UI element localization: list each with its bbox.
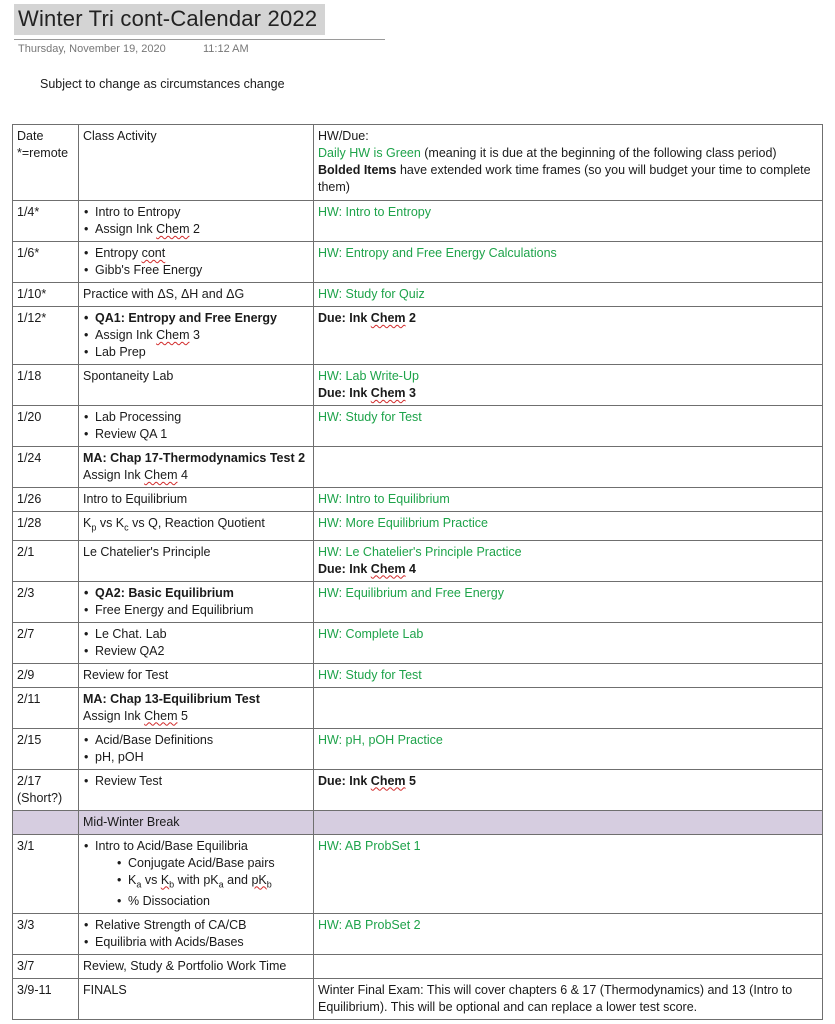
row-activity: FINALS: [79, 979, 314, 1020]
table-row: [13, 242, 823, 283]
activity-item: • Review Test: [95, 773, 309, 790]
row-hw: HW: More Equilibrium Practice: [314, 512, 823, 541]
break-label: Mid-Winter Break: [79, 810, 314, 834]
row-date-note: (Short?): [17, 790, 63, 805]
bolded-items-rest: have extended work time frames (so you will budget your time to complete them): [318, 163, 811, 194]
table-row: [13, 622, 823, 663]
table-row: [13, 955, 823, 979]
row-hw: Winter Final Exam: This will cover chapters 6 & 17 (Thermodynamics) and 13 (Intro to Equilibrium). This will be optional and can replace a lower test score.: [314, 979, 823, 1020]
row-date: 1/6*: [13, 242, 79, 283]
row-hw: HW: AB ProbSet 1: [314, 834, 823, 914]
header-hw-cell: [314, 125, 823, 201]
activity-item: Assign Ink Chem 5: [83, 708, 188, 723]
row-activity: Review, Study & Portfolio Work Time: [79, 955, 314, 979]
row-date: 1/4*: [13, 201, 79, 242]
row-hw-empty: [314, 687, 823, 728]
hw-item: HW: Le Chatelier's Principle Practice: [318, 544, 522, 559]
hw-item: HW: Lab Write-Up: [318, 369, 419, 383]
row-date: 2/15: [13, 728, 79, 769]
row-activity: [79, 406, 314, 447]
row-hw: HW: Intro to Equilibrium: [314, 488, 823, 512]
header-daily-note: [318, 145, 818, 162]
header-date: Date: [17, 129, 44, 143]
row-activity: Intro to Equilibrium: [79, 488, 314, 512]
table-row: [13, 406, 823, 447]
activity-item: • Lab Processing: [95, 409, 309, 426]
row-date: 3/9-11: [13, 979, 79, 1020]
table-row: [13, 540, 823, 581]
daily-hw-green: Daily HW is Green: [318, 146, 421, 160]
table-row: [13, 512, 823, 541]
row-date: 1/18: [13, 365, 79, 406]
row-date: 2/9: [13, 663, 79, 687]
page-title-wrap: [14, 4, 325, 35]
due-item: Due: Ink Chem 3: [318, 386, 416, 400]
table-row: [13, 447, 823, 488]
row-date: 1/20: [13, 406, 79, 447]
row-date-cell: [13, 769, 79, 810]
table-row: [13, 663, 823, 687]
page-title[interactable]: Winter Tri cont-Calendar 2022: [14, 4, 325, 35]
table-row: [13, 687, 823, 728]
row-activity: Le Chatelier's Principle: [79, 540, 314, 581]
row-activity: Practice with ΔS, ΔH and ΔG: [79, 283, 314, 307]
header-hw-label: HW/Due:: [318, 129, 369, 143]
row-activity: [79, 447, 314, 488]
activity-item: • Assign Ink Chem 2: [95, 221, 309, 238]
table-row: [13, 307, 823, 365]
header-date-note: *=remote: [17, 146, 69, 160]
table-row: [13, 283, 823, 307]
calendar-table: [12, 124, 823, 1020]
row-date: 1/24: [13, 447, 79, 488]
row-date: 2/1: [13, 540, 79, 581]
subtitle-note: Subject to change as circumstances change: [40, 77, 285, 91]
row-date: 2/3: [13, 581, 79, 622]
row-hw: HW: Intro to Entropy: [314, 201, 823, 242]
activity-item: • Intro to Acid/Base Equilibria: [95, 838, 309, 855]
row-activity: Review for Test: [79, 663, 314, 687]
row-hw: [314, 365, 823, 406]
row-date: 1/26: [13, 488, 79, 512]
row-date: 2/11: [13, 687, 79, 728]
row-hw: HW: Study for Quiz: [314, 283, 823, 307]
row-hw: Due: Ink Chem 5: [314, 769, 823, 810]
bolded-items: Bolded Items: [318, 163, 397, 177]
table-header-row: [13, 125, 823, 201]
row-activity: [79, 622, 314, 663]
break-row: [13, 810, 823, 834]
row-activity: $K_p$ vs $K_c$ vs Q, Reaction Quotient: [79, 512, 314, 541]
table-row: [13, 488, 823, 512]
row-hw: Due: Ink Chem 2: [314, 307, 823, 365]
activity-subitem: • $K_a$ vs $K_b$ with $pK_a$ and $pK_b$: [128, 872, 309, 894]
table-row: [13, 581, 823, 622]
row-activity: Spontaneity Lab: [79, 365, 314, 406]
activity-item: • Free Energy and Equilibrium: [95, 602, 309, 619]
row-hw-empty: [314, 955, 823, 979]
break-date-empty: [13, 810, 79, 834]
title-divider: [14, 39, 385, 40]
row-hw: HW: Study for Test: [314, 406, 823, 447]
table-row: [13, 201, 823, 242]
row-hw: HW: Equilibrium and Free Energy: [314, 581, 823, 622]
activity-item: • Acid/Base Definitions: [95, 732, 309, 749]
row-activity: [79, 914, 314, 955]
activity-item: • Intro to Entropy: [95, 204, 309, 221]
row-date: 1/12*: [13, 307, 79, 365]
row-hw: [314, 540, 823, 581]
header-activity: Class Activity: [79, 125, 314, 201]
activity-item: • Le Chat. Lab: [95, 626, 309, 643]
activity-item: • Equilibria with Acids/Bases: [95, 934, 309, 951]
activity-item: • QA2: Basic Equilibrium: [95, 585, 309, 602]
table-row: [13, 914, 823, 955]
row-date: 3/3: [13, 914, 79, 955]
row-activity: [79, 307, 314, 365]
row-hw: HW: Complete Lab: [314, 622, 823, 663]
activity-item: • Relative Strength of CA/CB: [95, 917, 309, 934]
row-date: 3/7: [13, 955, 79, 979]
activity-item: • Entropy cont: [95, 245, 309, 262]
row-activity: [79, 242, 314, 283]
row-date: 1/10*: [13, 283, 79, 307]
row-activity: [79, 687, 314, 728]
row-hw: HW: Study for Test: [314, 663, 823, 687]
activity-item: MA: Chap 13-Equilibrium Test: [83, 691, 260, 706]
break-hw-empty: [314, 810, 823, 834]
activity-item: • Review QA 1: [95, 426, 309, 443]
row-date: 1/28: [13, 512, 79, 541]
row-hw: HW: AB ProbSet 2: [314, 914, 823, 955]
activity-item: • QA1: Entropy and Free Energy: [95, 310, 309, 327]
row-hw-empty: [314, 447, 823, 488]
table-row: [13, 834, 823, 914]
daily-hw-rest: (meaning it is due at the beginning of the following class period): [420, 146, 777, 160]
header-date-cell: [13, 125, 79, 201]
due-item: Due: Ink Chem 4: [318, 561, 416, 576]
activity-item: Assign Ink Chem 4: [83, 468, 188, 482]
activity-item: • Assign Ink Chem 3: [95, 327, 309, 344]
activity-item: • pH, pOH: [95, 749, 309, 766]
row-activity: [79, 728, 314, 769]
row-hw: HW: Entropy and Free Energy Calculations: [314, 242, 823, 283]
row-date: 2/7: [13, 622, 79, 663]
row-date: 2/17: [17, 773, 42, 788]
activity-subitem: • Conjugate Acid/Base pairs: [128, 855, 309, 872]
table-row: [13, 979, 823, 1020]
table-row: [13, 365, 823, 406]
row-activity: [79, 769, 314, 810]
table-row: [13, 769, 823, 810]
activity-item: • Lab Prep: [95, 344, 309, 361]
table-row: [13, 728, 823, 769]
activity-subitem: • % Dissociation: [128, 893, 309, 910]
row-date: 3/1: [13, 834, 79, 914]
header-bold-note: [318, 162, 818, 196]
row-activity: [79, 201, 314, 242]
page-date: Thursday, November 19, 2020: [18, 43, 166, 55]
activity-item: • Gibb's Free Energy: [95, 262, 309, 279]
row-activity: [79, 834, 314, 914]
page-time: 11:12 AM: [203, 43, 249, 55]
row-hw: HW: pH, pOH Practice: [314, 728, 823, 769]
activity-item: MA: Chap 17-Thermodynamics Test 2: [83, 451, 306, 465]
row-activity: [79, 581, 314, 622]
activity-item: • Review QA2: [95, 643, 309, 660]
